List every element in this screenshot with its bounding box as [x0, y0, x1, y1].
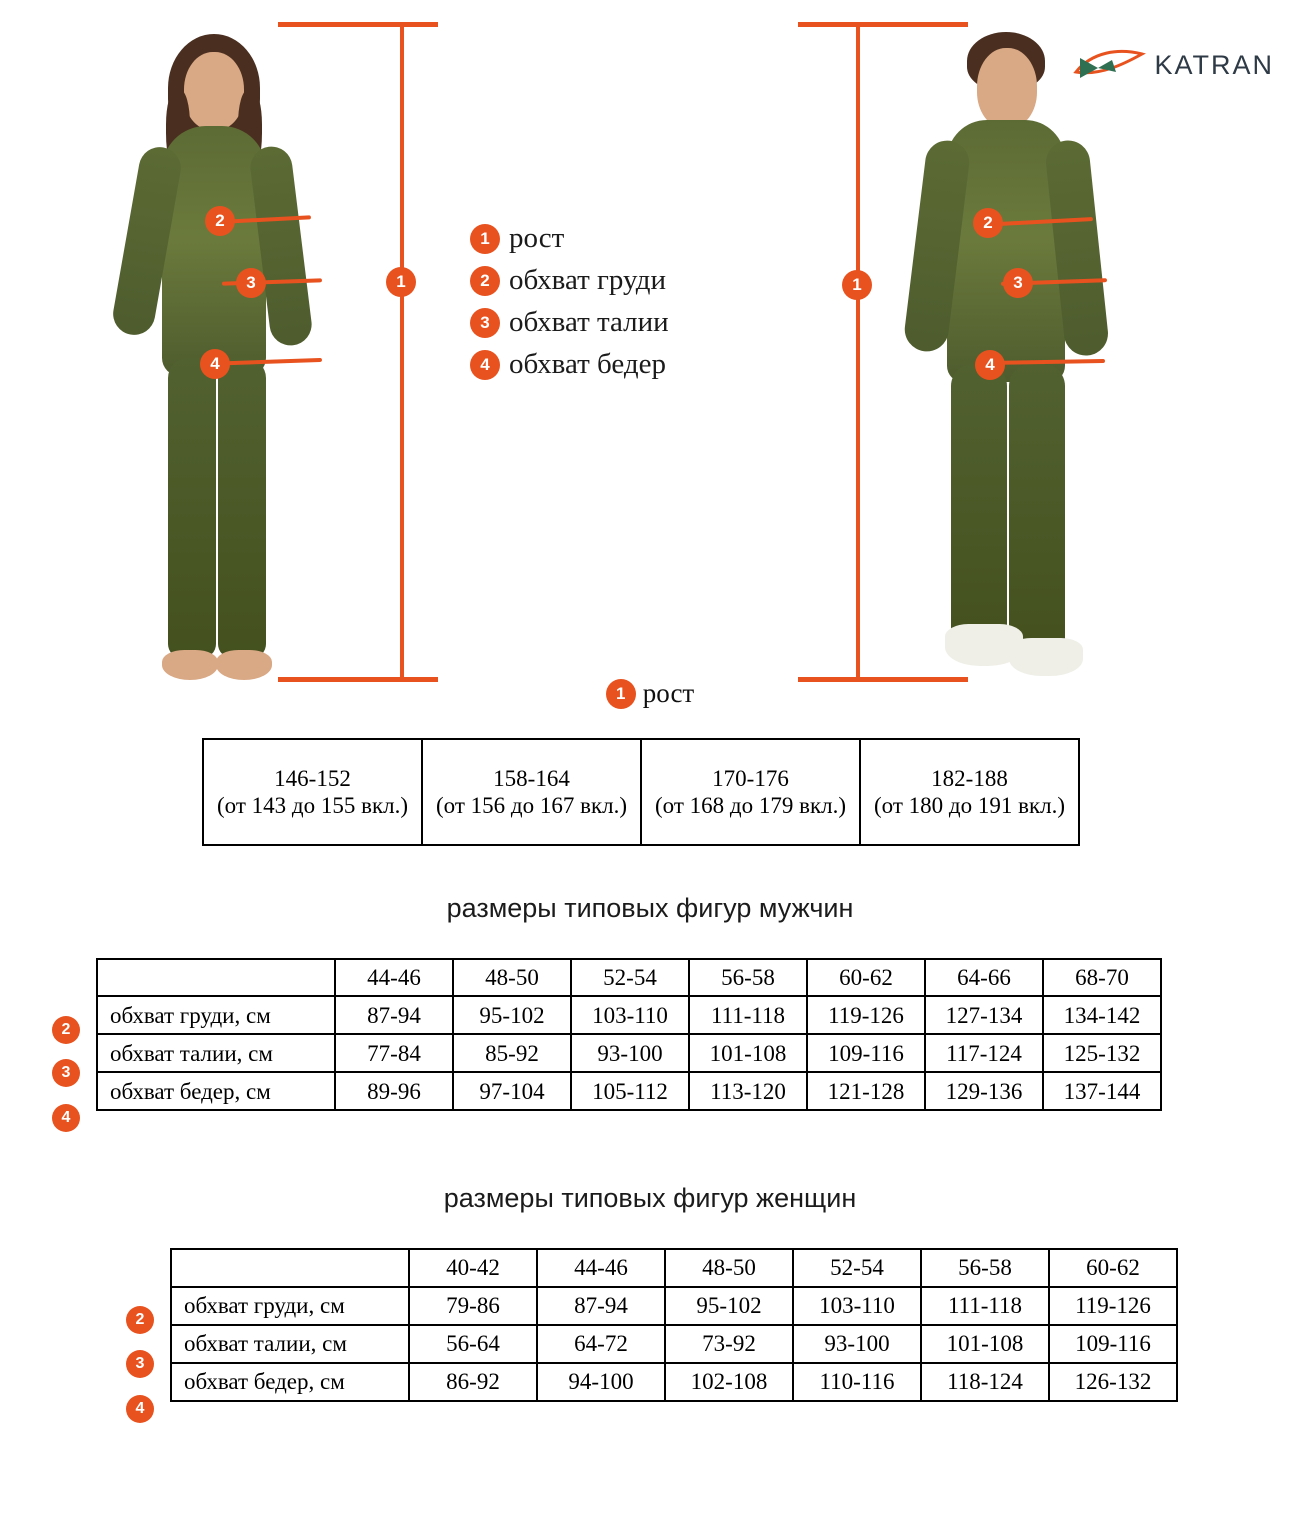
legend-item-chest: [470, 264, 669, 297]
men-col-header: 68-70: [1043, 959, 1161, 996]
men-col-header: 48-50: [453, 959, 571, 996]
legend-item-waist: [470, 306, 669, 339]
women-row-badge-3: 3: [126, 1350, 154, 1378]
men-cell: 111-118: [689, 996, 807, 1034]
table-row: [171, 1325, 1177, 1363]
women-cell: 110-116: [793, 1363, 921, 1401]
women-cell: 109-116: [1049, 1325, 1177, 1363]
height-caption-badge: 1: [606, 679, 636, 709]
men-row-label-waist: обхват талии, см: [97, 1034, 335, 1072]
men-row-badge-4: 4: [52, 1104, 80, 1132]
men-cell: 105-112: [571, 1072, 689, 1110]
women-corner-cell: [171, 1249, 409, 1287]
women-section-title: размеры типовых фигур женщин: [443, 1183, 857, 1213]
men-cell: 125-132: [1043, 1034, 1161, 1072]
height-caption-label: рост: [642, 678, 695, 708]
women-col-header: 48-50: [665, 1249, 793, 1287]
legend-label-chest: обхват груди: [509, 264, 666, 296]
women-cell: 118-124: [921, 1363, 1049, 1401]
men-row-badge-2: 2: [52, 1016, 80, 1044]
men-size-table: [96, 958, 1162, 1111]
height-cell-2: 158-164 (от 156 до 167 вкл.): [422, 739, 641, 845]
women-cell: 102-108: [665, 1363, 793, 1401]
men-section-title: размеры типовых фигур мужчин: [446, 893, 854, 923]
women-row-label-waist: обхват талии, см: [171, 1325, 409, 1363]
men-cell: 97-104: [453, 1072, 571, 1110]
men-col-header: 64-66: [925, 959, 1043, 996]
legend-badge-4: 4: [470, 350, 500, 380]
table-row: [97, 1034, 1161, 1072]
men-col-header: 60-62: [807, 959, 925, 996]
women-cell: 64-72: [537, 1325, 665, 1363]
women-col-header: 44-46: [537, 1249, 665, 1287]
women-row-label-chest: обхват груди, см: [171, 1287, 409, 1325]
men-cell: 121-128: [807, 1072, 925, 1110]
men-cell: 87-94: [335, 996, 453, 1034]
legend-label-height: рост: [509, 222, 565, 254]
women-cell: 94-100: [537, 1363, 665, 1401]
women-row-badge-4: 4: [126, 1395, 154, 1423]
men-cell: 103-110: [571, 996, 689, 1034]
women-cell: 101-108: [921, 1325, 1049, 1363]
men-cell: 113-120: [689, 1072, 807, 1110]
table-row: [203, 739, 1079, 845]
legend-item-height: [470, 222, 669, 255]
men-row-label-chest: обхват груди, см: [97, 996, 335, 1034]
brand-name: KATRAN: [1154, 49, 1274, 80]
legend-badge-3: 3: [470, 308, 500, 338]
men-cell: 129-136: [925, 1072, 1043, 1110]
men-cell: 127-134: [925, 996, 1043, 1034]
men-cell: 117-124: [925, 1034, 1043, 1072]
men-cell: 95-102: [453, 996, 571, 1034]
women-col-header: 60-62: [1049, 1249, 1177, 1287]
men-cell: 109-116: [807, 1034, 925, 1072]
men-cell: 89-96: [335, 1072, 453, 1110]
height-cell-4: 182-188 (от 180 до 191 вкл.): [860, 739, 1079, 845]
female-badge-2: 2: [205, 206, 235, 236]
women-cell: 87-94: [537, 1287, 665, 1325]
legend-label-hips: обхват бедер: [509, 348, 666, 380]
table-row: [97, 996, 1161, 1034]
men-col-header: 52-54: [571, 959, 689, 996]
women-row-badge-2: 2: [126, 1306, 154, 1334]
women-cell: 73-92: [665, 1325, 793, 1363]
men-cell: 137-144: [1043, 1072, 1161, 1110]
male-height-arrow: [798, 22, 968, 682]
women-col-header: 40-42: [409, 1249, 537, 1287]
table-row: [171, 1363, 1177, 1401]
legend-badge-2: 2: [470, 266, 500, 296]
table-row: [171, 1287, 1177, 1325]
legend-badge-1: 1: [470, 224, 500, 254]
female-badge-3: 3: [236, 268, 266, 298]
legend-label-waist: обхват талии: [509, 306, 669, 338]
female-badge-4: 4: [200, 349, 230, 379]
men-cell: 101-108: [689, 1034, 807, 1072]
women-cell: 93-100: [793, 1325, 921, 1363]
men-cell: 77-84: [335, 1034, 453, 1072]
table-row: [97, 1072, 1161, 1110]
male-badge-1: 1: [842, 270, 872, 300]
women-col-header: 52-54: [793, 1249, 921, 1287]
table-row: [97, 959, 1161, 996]
height-table: [202, 738, 1080, 846]
women-cell: 79-86: [409, 1287, 537, 1325]
height-caption: [0, 678, 1300, 709]
men-row-label-hips: обхват бедер, см: [97, 1072, 335, 1110]
women-cell: 126-132: [1049, 1363, 1177, 1401]
men-corner-cell: [97, 959, 335, 996]
women-row-label-hips: обхват бедер, см: [171, 1363, 409, 1401]
women-cell: 86-92: [409, 1363, 537, 1401]
women-col-header: 56-58: [921, 1249, 1049, 1287]
female-height-arrow: [278, 22, 438, 682]
male-badge-4: 4: [975, 350, 1005, 380]
men-cell: 119-126: [807, 996, 925, 1034]
men-col-header: 44-46: [335, 959, 453, 996]
female-badge-1: 1: [386, 267, 416, 297]
men-col-header: 56-58: [689, 959, 807, 996]
height-cell-1: 146-152 (от 143 до 155 вкл.): [203, 739, 422, 845]
women-cell: 119-126: [1049, 1287, 1177, 1325]
women-cell: 56-64: [409, 1325, 537, 1363]
women-size-table: [170, 1248, 1178, 1402]
women-cell: 111-118: [921, 1287, 1049, 1325]
legend: [470, 222, 669, 390]
men-cell: 134-142: [1043, 996, 1161, 1034]
height-cell-3: 170-176 (от 168 до 179 вкл.): [641, 739, 860, 845]
legend-item-hips: [470, 348, 669, 381]
male-badge-3: 3: [1003, 268, 1033, 298]
men-cell: 93-100: [571, 1034, 689, 1072]
women-cell: 103-110: [793, 1287, 921, 1325]
table-row: [171, 1249, 1177, 1287]
male-badge-2: 2: [973, 208, 1003, 238]
women-cell: 95-102: [665, 1287, 793, 1325]
men-row-badge-3: 3: [52, 1059, 80, 1087]
men-cell: 85-92: [453, 1034, 571, 1072]
